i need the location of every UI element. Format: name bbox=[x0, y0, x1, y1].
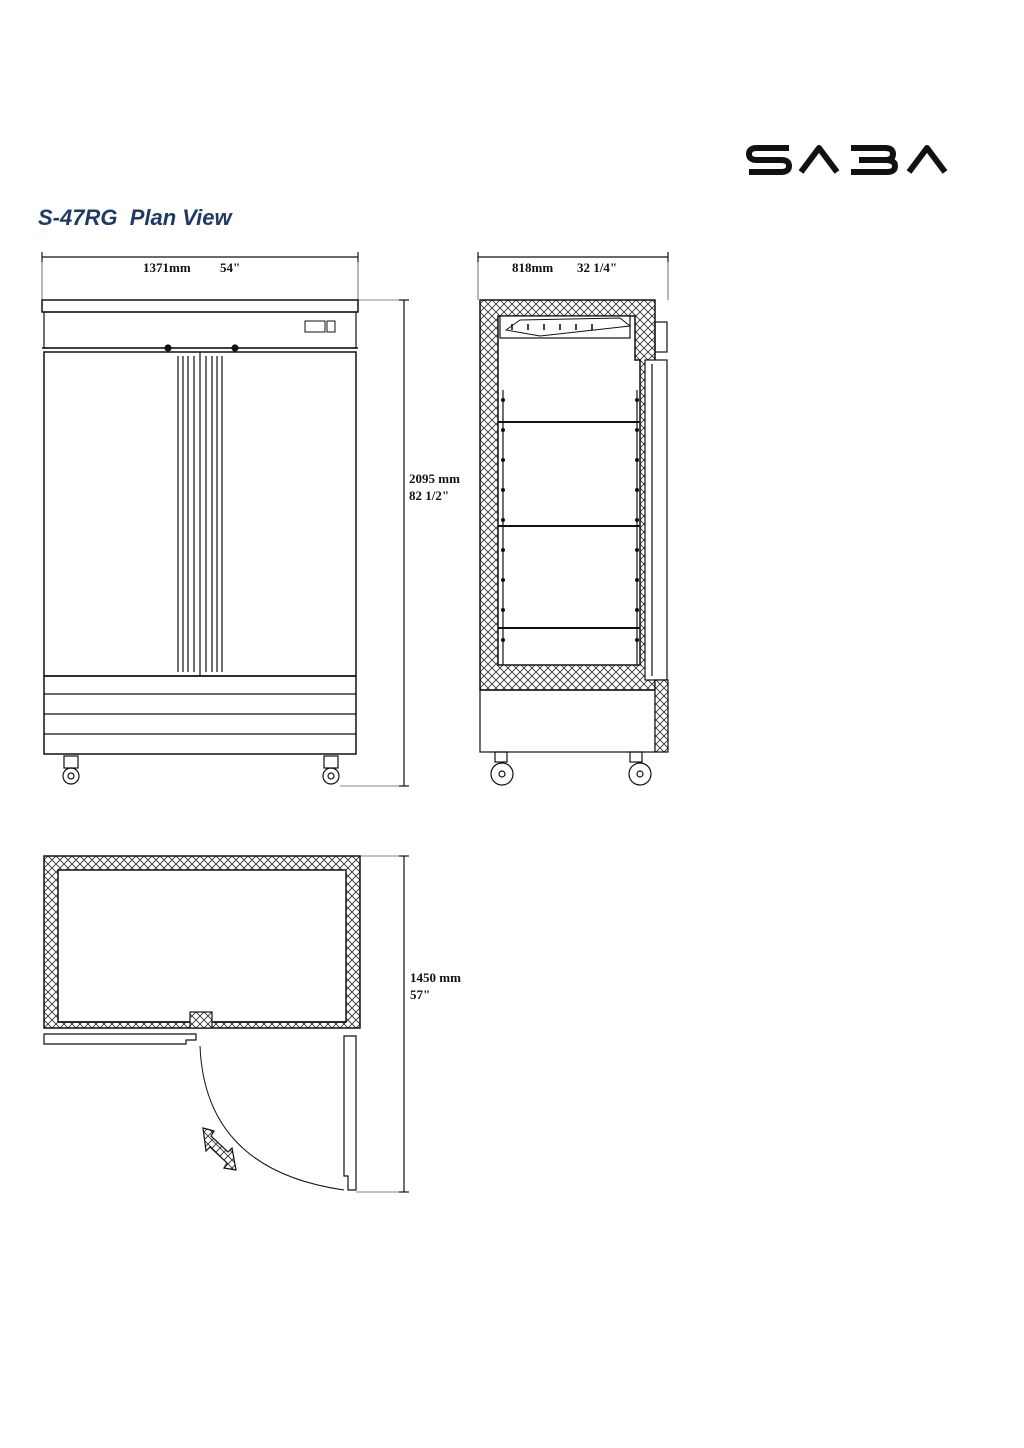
front-view bbox=[42, 252, 409, 786]
front-width-in-label: 54" bbox=[220, 260, 241, 275]
front-height-in-label: 82 1/2" bbox=[409, 488, 450, 503]
plan-view bbox=[44, 856, 409, 1192]
door-swing-arrow-icon bbox=[203, 1128, 236, 1170]
plan-depth-mm-label: 1450 mm bbox=[410, 970, 461, 985]
plan-depth-in-label: 57" bbox=[410, 987, 431, 1002]
side-view bbox=[478, 252, 668, 785]
front-width-mm-label: 1371mm bbox=[143, 260, 191, 275]
front-height-mm-label: 2095 mm bbox=[409, 471, 460, 486]
side-depth-in-label: 32 1/4" bbox=[577, 260, 618, 275]
side-depth-mm-label: 818mm bbox=[512, 260, 554, 275]
page-title: S-47RG Plan View bbox=[38, 205, 232, 230]
